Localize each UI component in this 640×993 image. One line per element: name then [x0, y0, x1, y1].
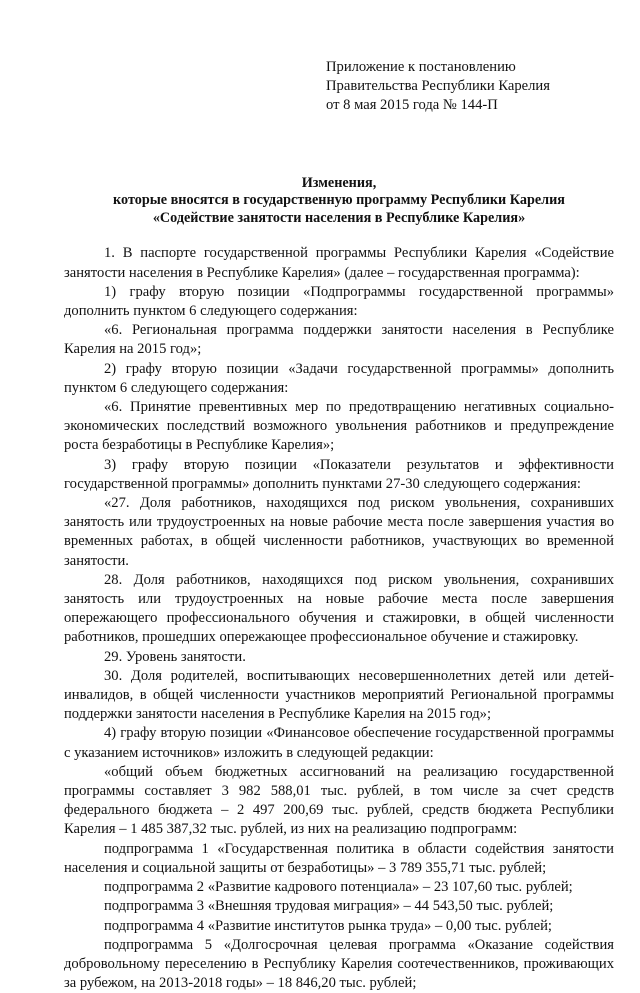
- paragraph: 4) графу вторую позиции «Финансовое обеспечение государственной программы с указанием источников» изложить в следующей редакции:: [64, 725, 614, 761]
- paragraph: подпрограмма 2 «Развитие кадрового потенциала» – 23 107,60 тыс. рублей;: [104, 879, 573, 896]
- title-line-3: «Содействие занятости населения в Республике Карелия»: [152, 209, 526, 226]
- appendix-line-3: от 8 мая 2015 года № 144-П: [326, 97, 498, 114]
- paragraph: 1. В паспорте государственной программы Республики Карелия «Содействие занятости населения в Республике Карелия» (далее – государственная программа):: [64, 245, 614, 281]
- paragraph: 28. Доля работников, находящихся под риском увольнения, сохранивших занятость или трудоустроенных на новые рабочие места после завершения опережающего профессионального обучения и стажировки, в общей численности работников, прошедших опережающее профессиональное обучение и стажировку.: [64, 571, 614, 646]
- paragraph: подпрограмма 1 «Государственная политика в области содействия занятости населения и социальной защиты от безработицы» – 3 789 355,71 тыс. рублей;: [64, 840, 614, 876]
- title-line-1: Изменения,: [301, 174, 377, 191]
- paragraph: 29. Уровень занятости.: [104, 648, 246, 665]
- title-line-2: которые вносятся в государственную программу Республики Карелия: [113, 192, 565, 209]
- paragraph: 3) графу вторую позиции «Показатели результатов и эффективности государственной программы» дополнить пунктами 27-30 следующего содержания:: [64, 456, 614, 492]
- paragraph: 2) графу вторую позиции «Задачи государственной программы» дополнить пунктом 6 следующего содержания:: [64, 360, 614, 396]
- paragraph: 30. Доля родителей, воспитывающих несовершеннолетних детей или детей-инвалидов, в общей численности участников мероприятий Региональной программы поддержки занятости населения в Республике Карелия на 2015 год»;: [64, 667, 614, 723]
- paragraph: «6. Принятие превентивных мер по предотвращению негативных социально-экономических последствий возможного увольнения работников и предупреждение роста безработицы в Республике Карелия»;: [64, 399, 614, 454]
- document-title: [64, 175, 614, 228]
- paragraph: 1) графу вторую позиции «Подпрограммы государственной программы» дополнить пунктом 6 следующего содержания:: [64, 283, 614, 319]
- appendix-line-2: Правительства Республики Карелия: [326, 78, 550, 95]
- paragraph: подпрограмма 4 «Развитие институтов рынка труда» – 0,00 тыс. рублей;: [104, 917, 552, 934]
- paragraph: подпрограмма 3 «Внешняя трудовая миграция» – 44 543,50 тыс. рублей;: [104, 898, 554, 915]
- paragraph: «общий объем бюджетных ассигнований на реализацию государственной программы составляет 3 982 588,01 тыс. рублей, в том числе за счет средств федерального бюджета – 2 497 200,69 тыс. рублей, средств бюджета Республики Карелия – 1 485 387,32 тыс. рублей, из них на реализацию подпрограмм:: [64, 763, 614, 838]
- paragraph: «6. Региональная программа поддержки занятости населения в Республике Карелия на 2015 год»;: [64, 322, 614, 358]
- appendix-header: [326, 58, 614, 116]
- appendix-line-1: Приложение к постановлению: [326, 59, 516, 75]
- document-body: [64, 244, 614, 993]
- paragraph: подпрограмма 5 «Долгосрочная целевая программа «Оказание содействия добровольному переселению в Республику Карелия соотечественников, проживающих за рубежом, на 2013-2018 годы» – 18 846,20 тыс. рублей;: [64, 936, 614, 992]
- paragraph: «27. Доля работников, находящихся под риском увольнения, сохранивших занятость или трудоустроенных на новые рабочие места после завершения участия во временных работах, в общей численности работников, участвующих во временной занятости.: [64, 495, 614, 569]
